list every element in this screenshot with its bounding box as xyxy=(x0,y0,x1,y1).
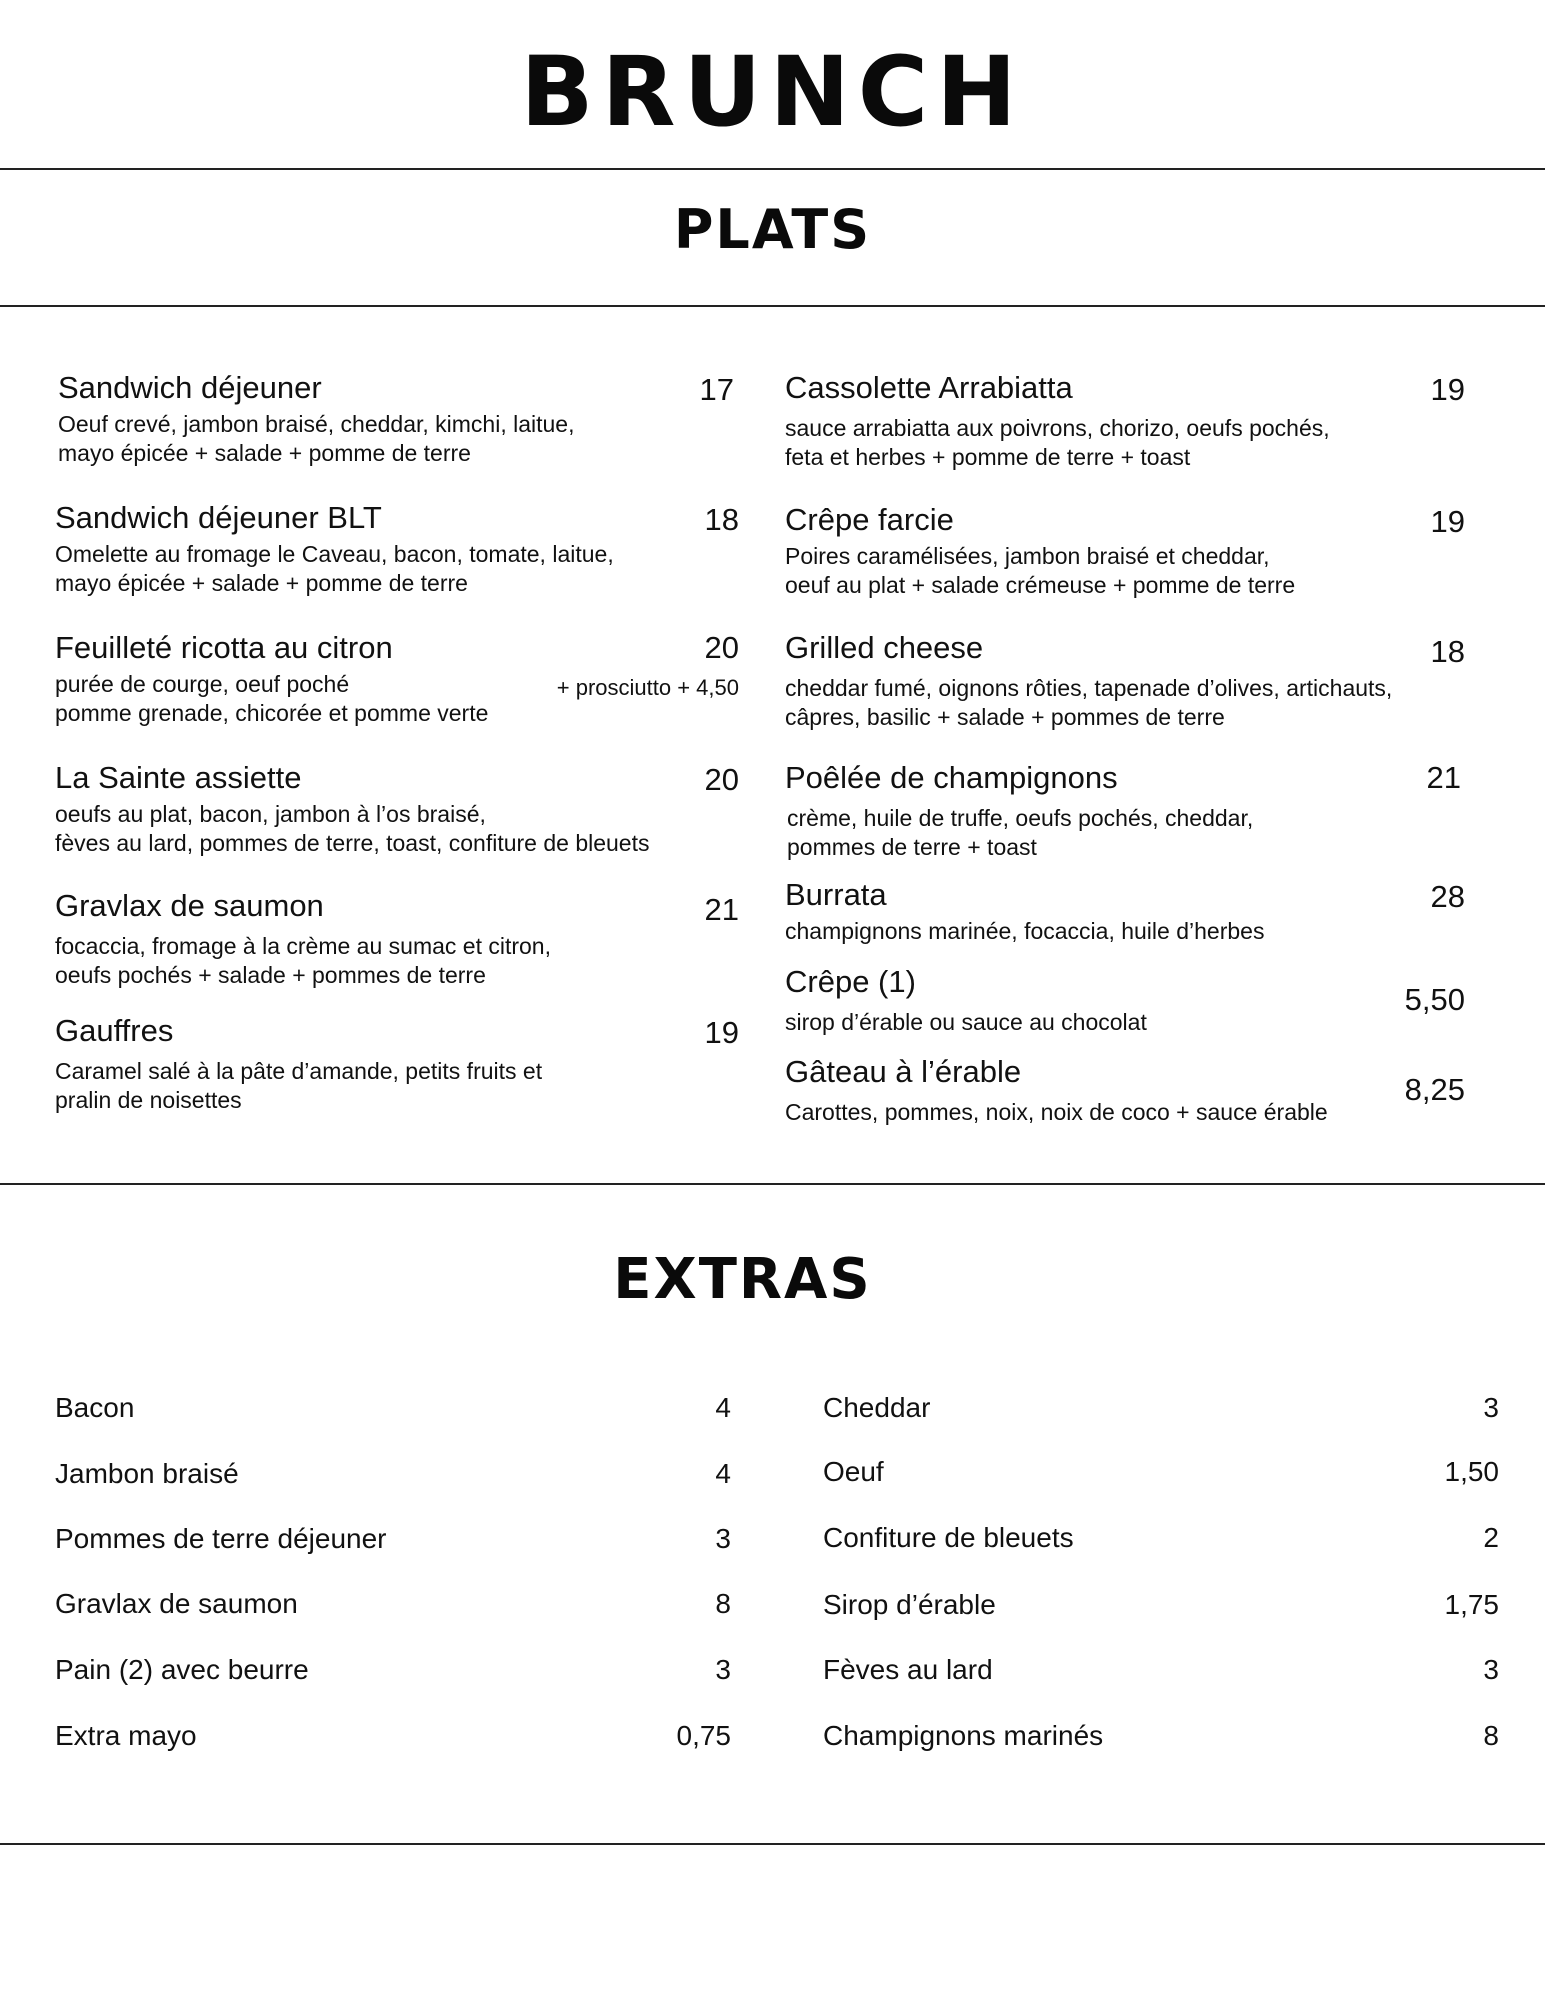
dish-description xyxy=(55,540,739,598)
dish-description xyxy=(785,917,1465,946)
dish-description xyxy=(55,932,739,990)
divider xyxy=(0,1843,1545,1845)
dish-price: 18 xyxy=(1430,634,1465,669)
dish-description-line: Caramel salé à la pâte d’amande, petits fruits et xyxy=(55,1058,543,1084)
dish-name: Feuilleté ricotta au citron xyxy=(55,630,393,665)
dish-description-line: sirop d’érable ou sauce au chocolat xyxy=(785,1009,1147,1035)
dish-description-line: pommes de terre + toast xyxy=(787,834,1037,860)
dish-description xyxy=(55,1057,739,1115)
dish-description-line: oeuf au plat + salade crémeuse + pomme de terre xyxy=(785,572,1296,598)
divider xyxy=(0,1183,1545,1185)
dish-price: 20 xyxy=(704,630,739,665)
dish-description-line: Oeuf crevé, jambon braisé, cheddar, kimchi, laitue, xyxy=(58,411,575,437)
dish-item xyxy=(785,630,1465,732)
extra-name: Jambon braisé xyxy=(55,1458,239,1489)
extra-item xyxy=(823,1452,1499,1492)
dish-name: Cassolette Arrabiatta xyxy=(785,370,1073,405)
dish-description xyxy=(55,800,739,858)
dish-description-line: fèves au lard, pommes de terre, toast, confiture de bleuets xyxy=(55,830,650,856)
dish-description xyxy=(785,1008,1465,1037)
dish-item xyxy=(785,1054,1465,1127)
extra-price: 3 xyxy=(715,1654,731,1685)
extra-name: Fèves au lard xyxy=(823,1654,993,1685)
dish-item xyxy=(55,760,739,858)
dish-price: 19 xyxy=(1430,372,1465,407)
dish-item xyxy=(55,500,739,598)
dish-price: 19 xyxy=(1430,504,1465,539)
extra-item xyxy=(55,1650,731,1690)
dish-item xyxy=(785,964,1465,1037)
extra-item xyxy=(55,1716,731,1756)
extra-price: 4 xyxy=(715,1392,731,1423)
extra-name: Bacon xyxy=(55,1392,135,1423)
extra-price: 8 xyxy=(715,1588,731,1619)
extra-name: Oeuf xyxy=(823,1456,884,1487)
dish-name: Burrata xyxy=(785,877,887,912)
extra-price: 8 xyxy=(1483,1720,1499,1751)
extra-item xyxy=(823,1650,1499,1690)
extra-name: Pommes de terre déjeuner xyxy=(55,1523,387,1554)
extra-name: Pain (2) avec beurre xyxy=(55,1654,309,1685)
dish-name: Crêpe farcie xyxy=(785,502,954,537)
dish-description-line: Omelette au fromage le Caveau, bacon, tomate, laitue, xyxy=(55,541,614,567)
dish-description xyxy=(785,542,1465,600)
extra-item xyxy=(823,1518,1499,1558)
extra-price: 2 xyxy=(1483,1522,1499,1553)
dish-description xyxy=(785,414,1465,472)
extra-item xyxy=(55,1584,731,1624)
dish-name: Gravlax de saumon xyxy=(55,888,324,923)
dish-description xyxy=(785,1098,1465,1127)
extra-item xyxy=(55,1454,731,1494)
dish-description xyxy=(58,410,734,468)
extra-name: Gravlax de saumon xyxy=(55,1588,298,1619)
dish-description-line: cheddar fumé, oignons rôties, tapenade d’olives, artichauts, xyxy=(785,675,1393,701)
extra-name: Cheddar xyxy=(823,1392,931,1423)
extra-price: 1,50 xyxy=(1444,1456,1499,1487)
extra-price: 3 xyxy=(715,1523,731,1554)
dish-item xyxy=(785,370,1465,472)
dish-price: 20 xyxy=(704,762,739,797)
dish-name: Grilled cheese xyxy=(785,630,984,665)
dish-name: Crêpe (1) xyxy=(785,964,916,999)
dish-description-line: pralin de noisettes xyxy=(55,1087,242,1113)
extra-price: 3 xyxy=(1483,1392,1499,1423)
extra-price: 0,75 xyxy=(676,1720,731,1751)
dish-description-line: Poires caramélisées, jambon braisé et cheddar, xyxy=(785,543,1270,569)
dish-item xyxy=(785,877,1465,946)
dish-description-line: câpres, basilic + salade + pommes de terre xyxy=(785,704,1225,730)
extra-name: Champignons marinés xyxy=(823,1720,1104,1751)
dish-price: 5,50 xyxy=(1404,982,1465,1017)
extra-price: 4 xyxy=(715,1458,731,1489)
dish-name: La Sainte assiette xyxy=(55,760,302,795)
menu-title: BRUNCH xyxy=(520,36,1025,148)
extra-price: 3 xyxy=(1483,1654,1499,1685)
dish-description-line: purée de courge, oeuf poché xyxy=(55,671,350,697)
dish-name: Gâteau à l’érable xyxy=(785,1054,1022,1089)
dish-price: 28 xyxy=(1430,879,1465,914)
dish-description-line: focaccia, fromage à la crème au sumac et citron, xyxy=(55,933,551,959)
dish-name: Sandwich déjeuner xyxy=(58,370,322,405)
dish-addon: + prosciutto + 4,50 xyxy=(556,675,739,700)
divider xyxy=(0,168,1545,170)
dish-description-line: mayo épicée + salade + pomme de terre xyxy=(55,570,468,596)
dish-description-line: sauce arrabiatta aux poivrons, chorizo, oeufs pochés, xyxy=(785,415,1330,441)
dish-description-line: pomme grenade, chicorée et pomme verte xyxy=(55,700,489,726)
dish-name: Poêlée de champignons xyxy=(785,760,1118,795)
dish-price: 19 xyxy=(704,1015,739,1050)
dish-price: 21 xyxy=(704,892,739,927)
dish-item xyxy=(785,502,1465,600)
dish-item xyxy=(785,760,1465,862)
dish-item xyxy=(55,888,739,990)
dish-name: Gauffres xyxy=(55,1013,174,1048)
extra-price: 1,75 xyxy=(1444,1589,1499,1620)
extra-item xyxy=(55,1388,731,1428)
dish-description-line: feta et herbes + pomme de terre + toast xyxy=(785,444,1191,470)
extra-item xyxy=(55,1519,731,1559)
extra-item xyxy=(823,1585,1499,1625)
dish-item xyxy=(55,1013,739,1115)
extras-heading: EXTRAS xyxy=(613,1247,872,1312)
extra-name: Confiture de bleuets xyxy=(823,1522,1074,1553)
extra-item xyxy=(823,1716,1499,1756)
dish-item xyxy=(58,370,734,468)
dish-item xyxy=(55,630,739,728)
dish-description xyxy=(785,674,1465,732)
dish-description-line: oeufs au plat, bacon, jambon à l’os braisé, xyxy=(55,801,486,827)
extra-item xyxy=(823,1388,1499,1428)
dish-name: Sandwich déjeuner BLT xyxy=(55,500,382,535)
dish-description-line: crème, huile de truffe, oeufs pochés, cheddar, xyxy=(787,805,1254,831)
dish-description-line: Carottes, pommes, noix, noix de coco + sauce érable xyxy=(785,1099,1328,1125)
dish-description-line: oeufs pochés + salade + pommes de terre xyxy=(55,962,486,988)
extra-name: Sirop d’érable xyxy=(823,1589,996,1620)
plats-heading: PLATS xyxy=(673,198,872,261)
dish-price: 17 xyxy=(699,372,734,407)
dish-description-line: mayo épicée + salade + pomme de terre xyxy=(58,440,471,466)
dish-price: 21 xyxy=(1426,760,1461,795)
divider xyxy=(0,305,1545,307)
dish-price: 18 xyxy=(704,502,739,537)
dish-price: 8,25 xyxy=(1404,1072,1465,1107)
dish-description xyxy=(787,804,1465,862)
extra-name: Extra mayo xyxy=(55,1720,197,1751)
dish-description-line: champignons marinée, focaccia, huile d’herbes xyxy=(785,918,1265,944)
